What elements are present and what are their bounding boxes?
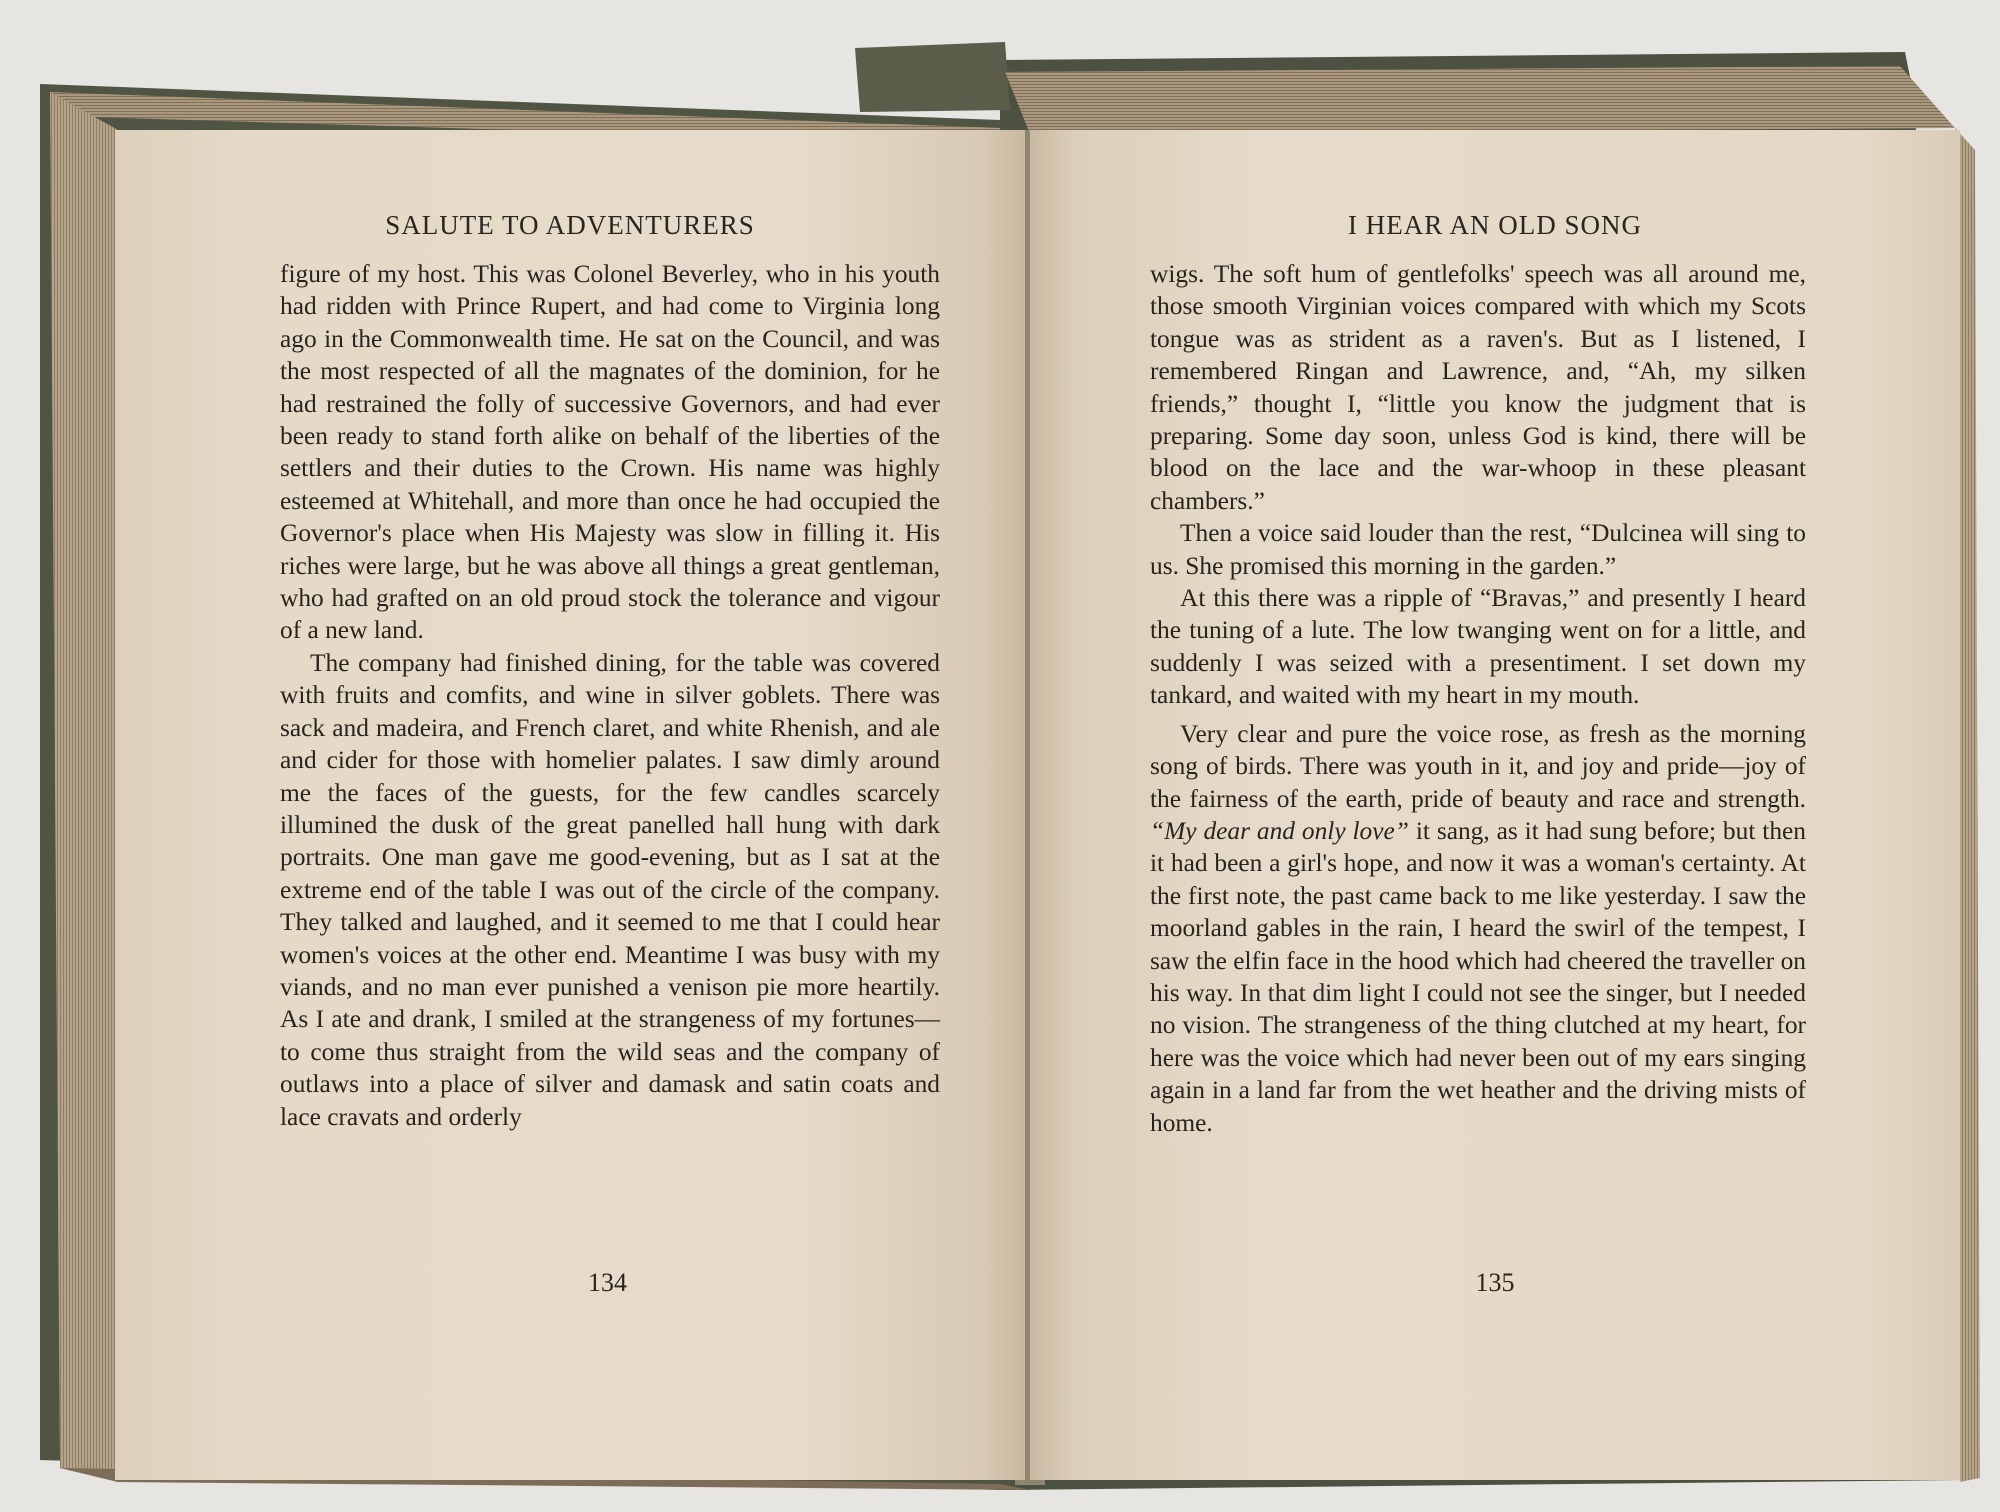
right-paragraph-4 [1150, 718, 1806, 1139]
left-paragraph-1: figure of my host. This was Colonel Beverley, who in his youth had ridden with Prince Rupert, and had come to Virginia long ago in the Commonwealth time. He sat on the Council, and was the most respected of all the magnates of the dominion, for he had restrained the folly of successive Governors, and had ever been ready to stand forth alike on behalf of the liberties of the settlers and their duties to the Crown. His name was highly esteemed at Whitehall, and more than once he had occupied the Governor's place when His Majesty was slow in filling it. His riches were large, but he was above all things a great gentleman, who had grafted on an old proud stock the tolerance and vigour of a new land. [280, 260, 940, 645]
right-paragraph-1: wigs. The soft hum of gentlefolks' speech was all around me, those smooth Virginian voices compared with which my Scots tongue was as strident as a raven's. But as I listened, I remembered Ringan and Lawrence, and, “Ah, my silken friends,” thought I, “little you know the judgment that is preparing. Some day soon, unless God is kind, there will be blood on the lace and the war-whoop in these pleasant chambers.” [1150, 260, 1806, 515]
right-page-edges-top [1005, 66, 1955, 134]
right-body-text [1150, 258, 1806, 1139]
paragraph-4-text-b: it sang, as it had sung before; but then it had been a girl's hope, and now it was a woman's certainty. At the first note, the past came back to me like yesterday. I saw the moorland gables in the rain, I heard the swirl of the tempest, I saw the elfin face in the hood which had cheered the traveller on his way. In that dim light I could not see the singer, but I needed no vision. The strangeness of the thing clutched at my heart, for here was the voice which had never been out of my ears singing again in a land far from the wet heather and the driving mists of home. [1150, 816, 1806, 1137]
left-paragraph-2: The company had finished dining, for the table was covered with fruits and comfits, and wine in silver goblets. There was sack and madeira, and French claret, and white Rhenish, and ale and cider for those with homelier palates. I saw dimly around me the faces of the guests, for the few candles scarcely illumined the dusk of the great panelled hall hung with dark portraits. One man gave me good-evening, but as I sat at the extreme end of the table I was out of the circle of the company. They talked and laughed, and it seemed to me that I could hear women's voices at the other end. Meantime I was busy with my viands, and no man ever punished a venison pie more heartily. As I ate and drank, I smiled at the strangeness of my fortunes—to come thus straight from the wild seas and the company of outlaws into a place of silver and damask and satin coats and lace cravats and orderly [280, 648, 940, 1131]
left-body-text [280, 258, 940, 1133]
left-page-number: 134 [588, 1268, 627, 1297]
spine-top [855, 42, 1010, 112]
right-running-head: I HEAR AN OLD SONG [1348, 210, 1642, 240]
right-paragraph-2: Then a voice said louder than the rest, “Dulcinea will sing to us. She promised this morning in the garden.” [1150, 519, 1806, 580]
song-title-italic: “My dear and only love” [1150, 816, 1409, 845]
paragraph-4-text-a: Very clear and pure the voice rose, as fresh as the morning song of birds. There was youth in it, and joy and pride—joy of the fairness of the earth, pride of beauty and race and strength. [1150, 719, 1806, 813]
right-paragraph-3: At this there was a ripple of “Bravas,” and presently I heard the tuning of a lute. The low twanging went on for a little, and suddenly I was seized with a presentiment. I set down my tankard, and waited with my heart in my mouth. [1150, 584, 1806, 710]
right-page-number: 135 [1475, 1268, 1515, 1297]
right-page [1030, 130, 1960, 1480]
left-page-edges-side [50, 92, 118, 1482]
left-page [115, 130, 1025, 1480]
left-running-head: SALUTE TO ADVENTURERS [385, 210, 755, 240]
